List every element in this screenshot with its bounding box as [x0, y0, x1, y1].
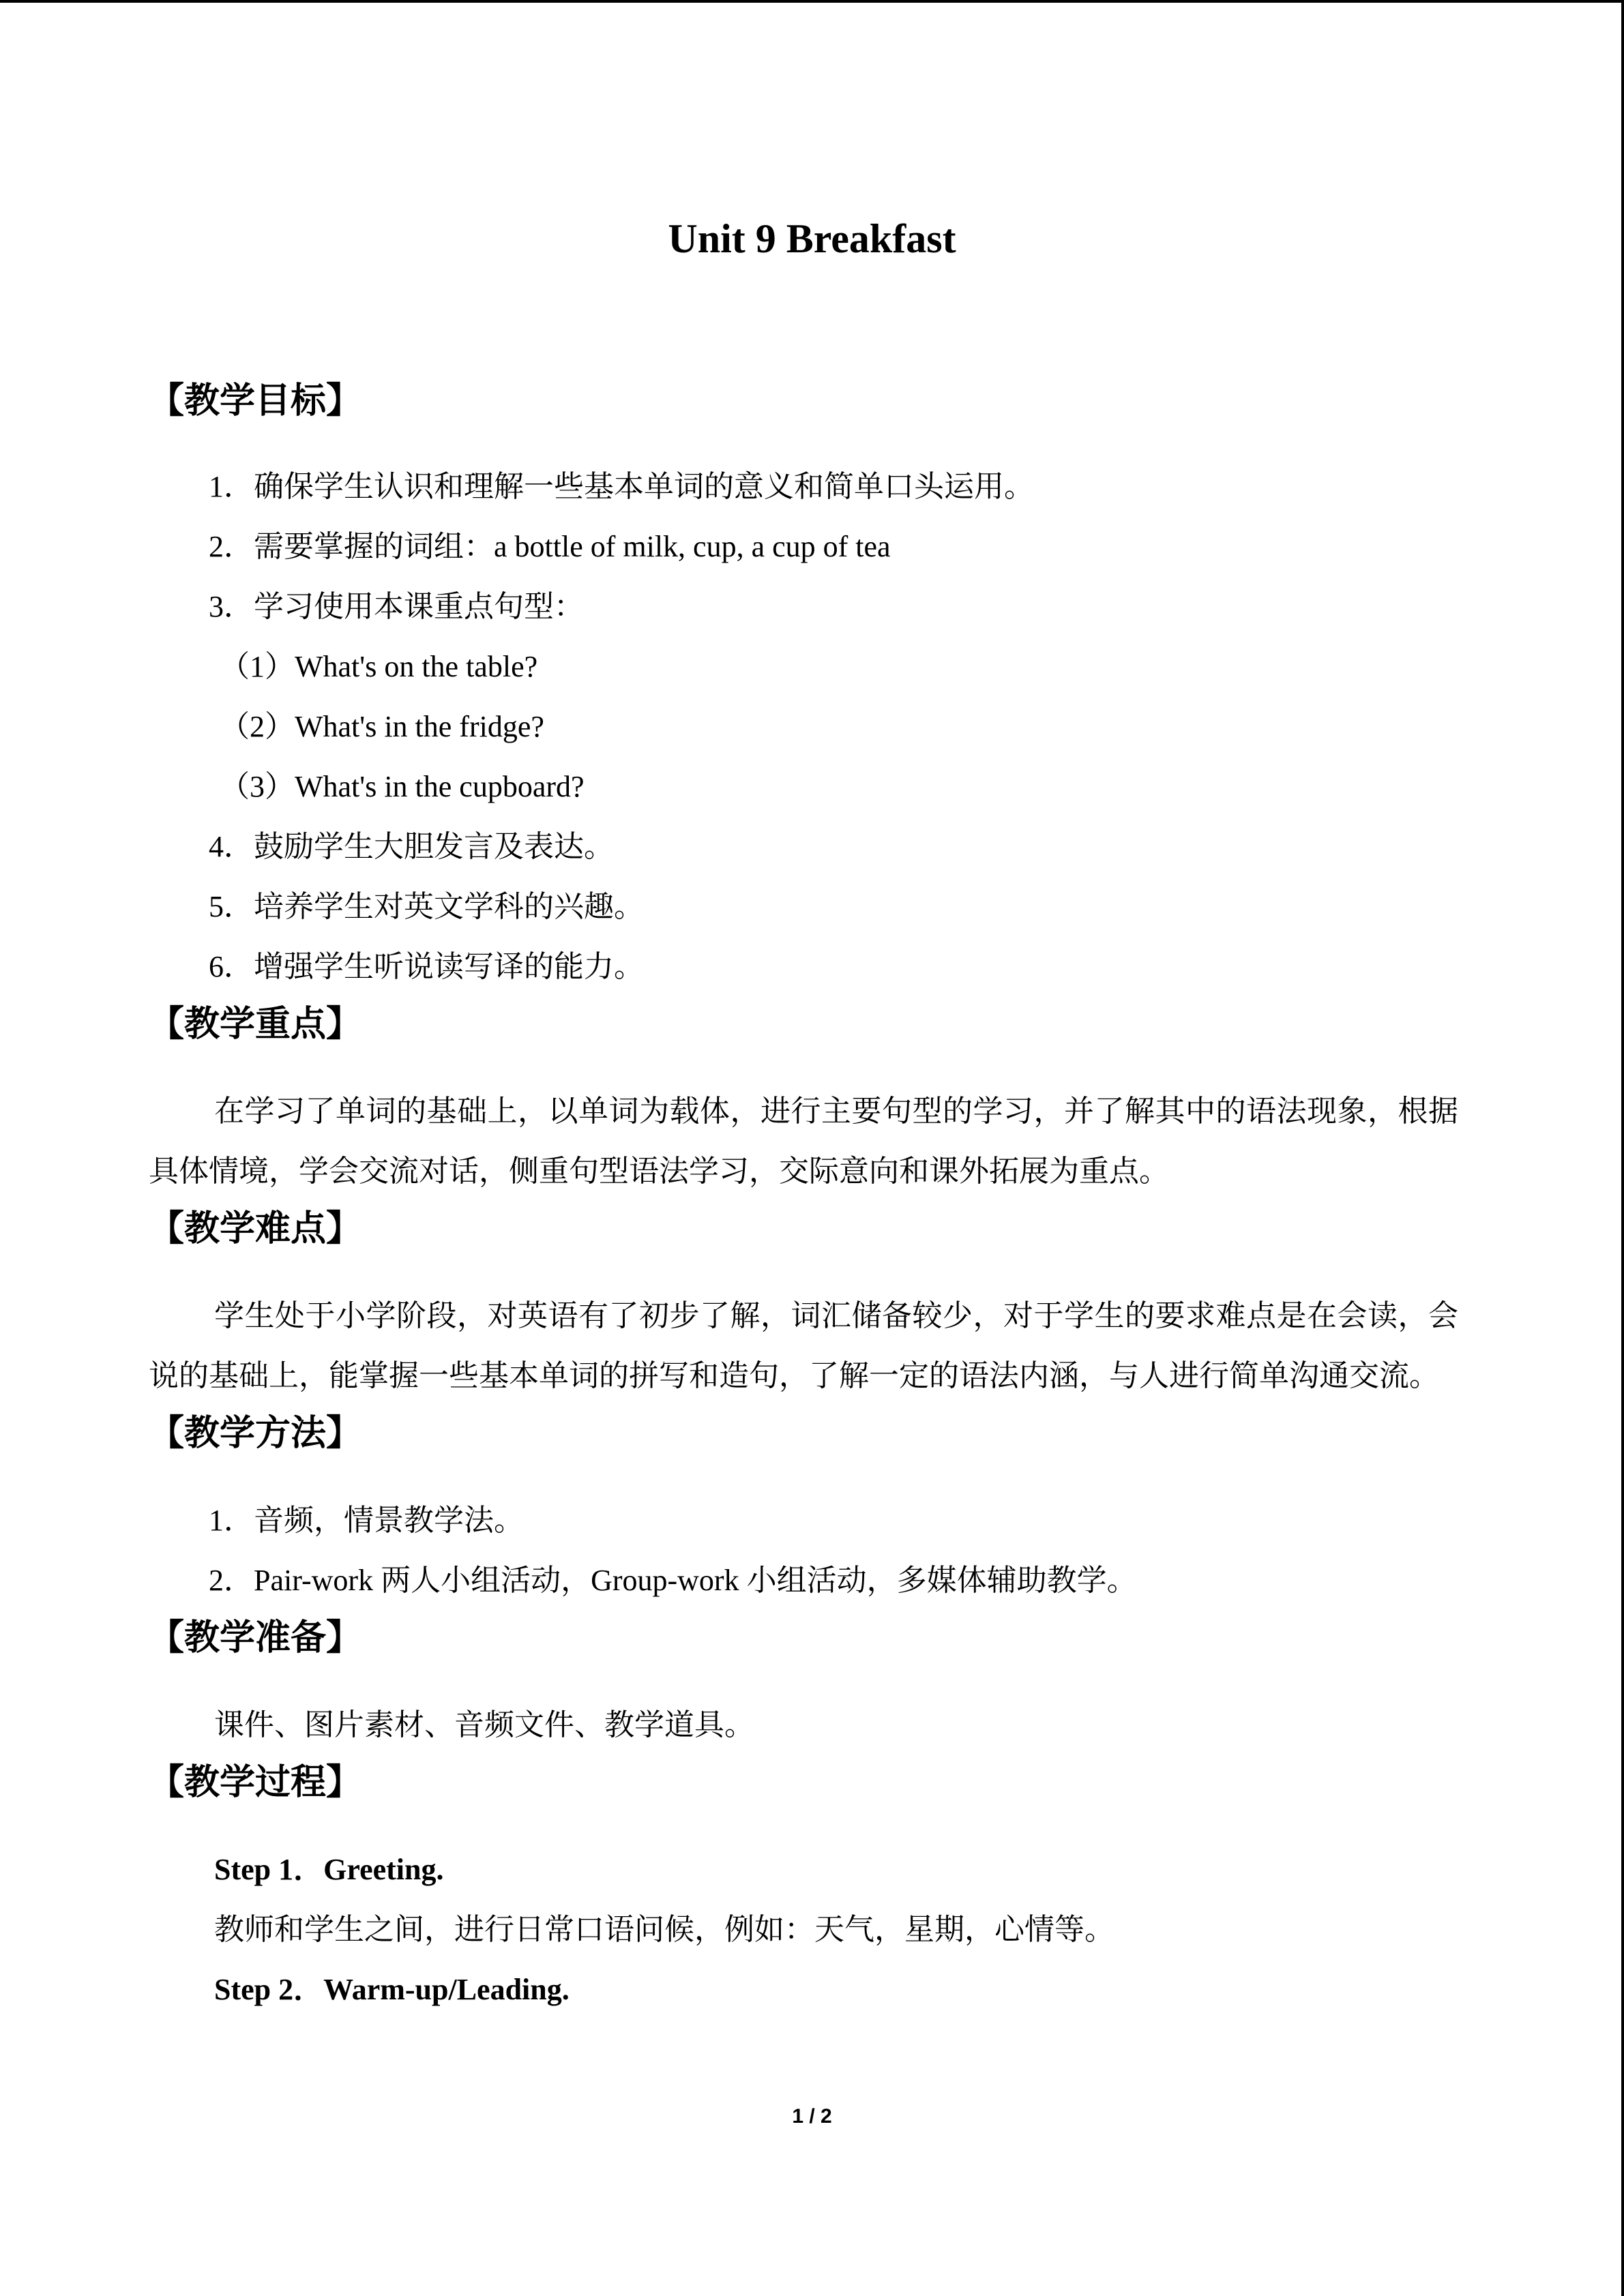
section-heading-difficulties: 【教学难点】	[149, 1208, 362, 1249]
section-heading-preparation: 【教学准备】	[149, 1617, 362, 1658]
objective-item: 2．需要掌握的词组：a bottle of milk, cup, a cup of tea	[209, 530, 891, 563]
objective-item: 3．学习使用本课重点句型：	[209, 590, 584, 623]
key-points-paragraph: 在学习了单词的基础上，以单词为载体，进行主要句型的学习，并了解其中的语法现象，根据具体情境，学会交流对话，侧重句型语法学习，交际意向和课外拓展为重点。	[149, 1094, 1458, 1188]
document-body	[149, 379, 1458, 2020]
method-item: 1．音频，情景教学法。	[209, 1504, 524, 1537]
section-heading-process: 【教学过程】	[149, 1762, 362, 1803]
section-heading-key-points: 【教学重点】	[149, 1004, 362, 1045]
objective-item: 5．培养学生对英文学科的兴趣。	[209, 890, 644, 923]
step-1-text: 教师和学生之间，进行日常口语问候，例如：天气，星期，心情等。	[214, 1913, 1114, 1946]
objective-item: 6．增强学生听说读写译的能力。	[209, 950, 644, 983]
objective-sub-item: （3）What's in the cupboard?	[220, 770, 585, 803]
objective-item: 1．确保学生认识和理解一些基本单词的意义和简单口头运用。	[209, 470, 1034, 503]
section-heading-objectives: 【教学目标】	[149, 381, 362, 421]
section-heading-methods: 【教学方法】	[149, 1413, 362, 1454]
objective-sub-item: （2）What's in the fridge?	[220, 710, 544, 743]
objective-sub-item: （1）What's on the table?	[220, 650, 538, 683]
objective-item: 4．鼓励学生大胆发言及表达。	[209, 830, 614, 863]
preparation-paragraph: 课件、图片素材、音频文件、教学道具。	[214, 1708, 754, 1742]
step-2-title: Step 2．Warm-up/Leading.	[214, 1973, 570, 2006]
page-number: 1 / 2	[792, 2105, 832, 2128]
method-item: 2．Pair-work 两人小组活动，Group-work 小组活动，多媒体辅助教学。	[209, 1564, 1137, 1597]
difficulties-paragraph: 学生处于小学阶段，对英语有了初步了解，词汇储备较少，对于学生的要求难点是在会读，会说的基础上，能掌握一些基本单词的拼写和造句，了解一定的语法内涵，与人进行简单沟通交流。	[149, 1299, 1458, 1392]
step-1-title: Step 1．Greeting.	[214, 1853, 444, 1886]
document-title: Unit 9 Breakfast	[668, 216, 956, 261]
